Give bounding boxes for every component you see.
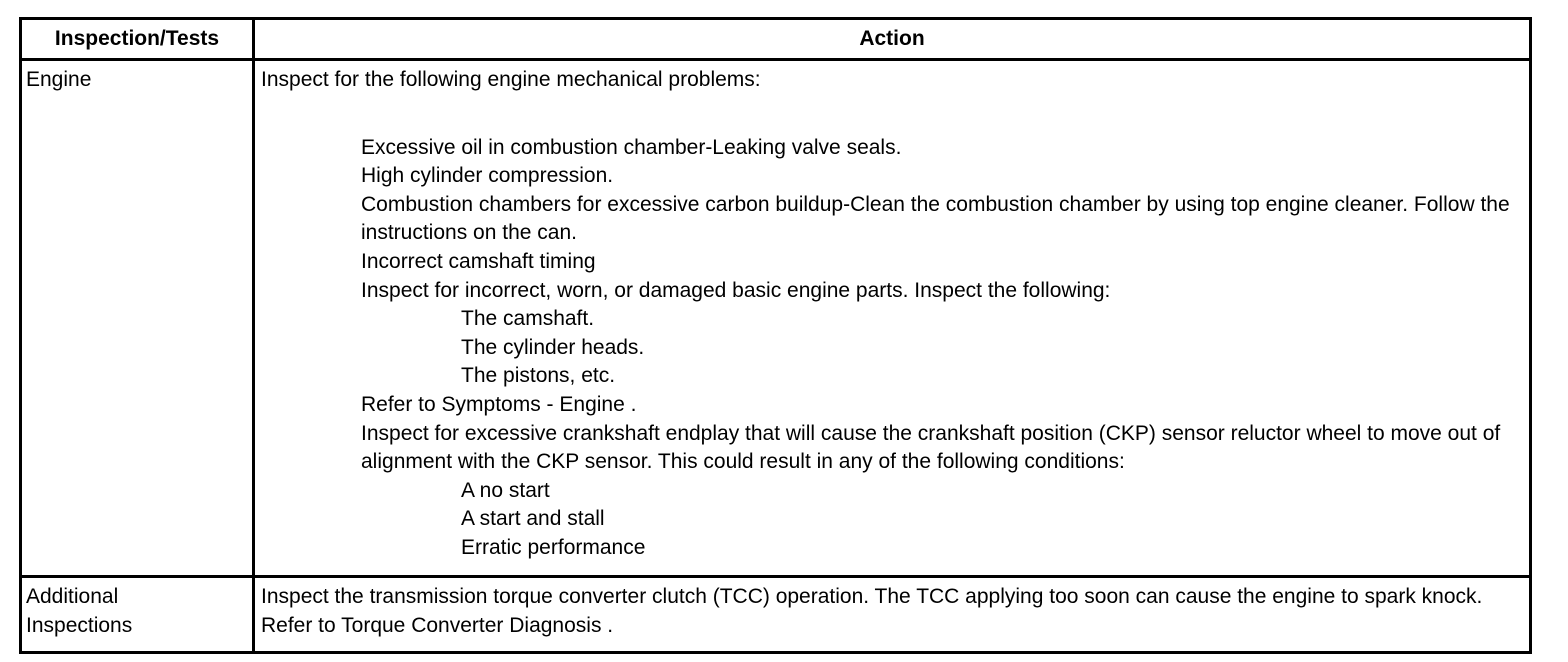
engine-item-camshaft-timing: Incorrect camshaft timing: [361, 249, 596, 273]
engine-action-cell: [254, 60, 1531, 577]
header-action: Action: [254, 19, 1531, 60]
engine-label: Engine: [21, 60, 254, 577]
diagnostic-table: [19, 17, 1532, 654]
engine-item-crankshaft-endplay: Inspect for excessive crankshaft endplay that will cause the crankshaft position (CKP) sensor reluctor wheel to move out of alignment with the CKP sensor. This could result in any of the following conditions:: [361, 421, 1501, 474]
additional-action-text: Inspect the transmission torque converter clutch (TCC) operation. The TCC applying too soon can cause the engine to spark knock. Refer to Torque Converter Diagnosis .: [254, 577, 1531, 653]
condition-no-start: A no start: [461, 478, 550, 502]
engine-intro: Inspect for the following engine mechanical problems:: [261, 68, 761, 91]
header-row: [21, 19, 1531, 60]
condition-erratic-performance: Erratic performance: [461, 535, 646, 559]
header-inspection-tests: Inspection/Tests: [21, 19, 254, 60]
engine-item-basic-parts: Inspect for incorrect, worn, or damaged basic engine parts. Inspect the following:: [361, 278, 1111, 302]
engine-item-oil: Excessive oil in combustion chamber-Leaking valve seals.: [361, 135, 902, 159]
table-row-additional-inspections: [21, 577, 1531, 653]
refer-symptoms-engine: Refer to Symptoms - Engine .: [361, 392, 637, 416]
part-camshaft: The camshaft.: [461, 307, 595, 331]
engine-item-compression: High cylinder compression.: [361, 164, 614, 188]
condition-start-stall: A start and stall: [461, 507, 605, 531]
table-row-engine: [21, 60, 1531, 577]
additional-label-line1: Additional: [26, 585, 119, 608]
part-pistons: The pistons, etc.: [461, 364, 616, 388]
part-cylinder-heads: The cylinder heads.: [461, 335, 645, 359]
additional-label-line2: Inspections: [26, 613, 133, 637]
engine-item-carbon: Combustion chambers for excessive carbon buildup-Clean the combustion chamber by using top engine cleaner. Follow the instructions on the can.: [361, 192, 1510, 245]
additional-inspections-label: [21, 577, 254, 653]
